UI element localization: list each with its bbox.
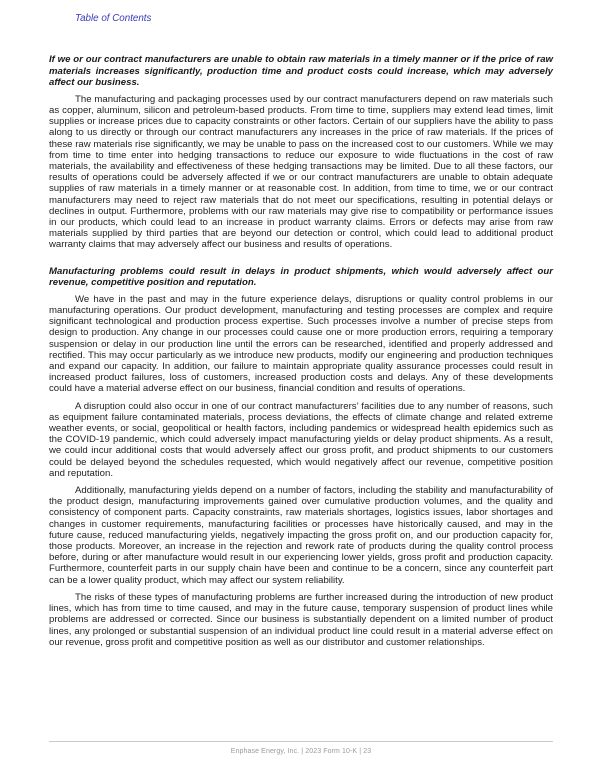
document-page — [49, 0, 553, 648]
paragraph-manufacturing-yields: Additionally, manufacturing yields depend on a number of factors, including the stability and manufacturability of the product design, manufacturing improvements gained over cumulative production volumes, and the quality and consistency of component parts. Capacity constraints, raw materials shortages, logistics issues, labor shortages and changes in customer requirements, manufacturing facilities or processes have historically caused, and may in the future cause, reduced manufacturing yields, negatively impacting the gross profit on, and our production capacity for, those products. Moreover, an increase in the rejection and rework rate of products during the quality control process before, during or after manufacture would result in our experiencing lower yields, gross profit and production capacity. Furthermore, counterfeit parts in our supply chain have been and continue to be a concern, since any counterfeit part can be a lower quality product, which may affect our system reliability. — [49, 485, 553, 586]
paragraph-raw-materials: The manufacturing and packaging processes used by our contract manufacturers depend on raw materials such as copper, aluminum, silicon and petroleum-based products. From time to time, suppliers may extend lead times, limit supplies or increase prices due to capacity constraints or other factors. Certain of our suppliers have the ability to pass along to us directly or through our contract manufacturers any increases in the price of raw materials. If the prices of these raw materials rise significantly, we may be unable to pass on the increased cost to our customers. While we may from time to time enter into hedging transactions to reduce our exposure to wide fluctuations in the cost of raw materials, the availability and effectiveness of these hedging transactions may be limited. Due to all these factors, our results of operations could be adversely affected if we or our contract manufacturers are unable to obtain adequate supplies of raw materials in a timely manner or at reasonable cost. In addition, from time to time, we or our contract manufacturers may need to reject raw materials that do not meet our specifications, resulting in potential delays or declines in output. Furthermore, problems with our raw materials may give rise to compatibility or performance issues in our products, which could lead to an increase in product warranty claims. Errors or defects may arise from raw materials supplied by third parties that are beyond our detection or control, which could lead to additional product warranty claims that may adversely affect our business and results of operations. — [49, 93, 553, 251]
risk-heading-raw-materials: If we or our contract manufacturers are unable to obtain raw materials in a timely manner or if the price of raw materials increases significantly, production time and product costs could increase, which may adversely affect our business. — [49, 54, 553, 89]
footer-text: Enphase Energy, Inc. | 2023 Form 10-K | 23 — [230, 748, 372, 755]
paragraph-manufacturing-delays: We have in the past and may in the future experience delays, disruptions or quality control problems in our manufacturing operations. Our product development, manufacturing and testing processes are complex and require significant technological and production process expertise. Such processes involve a number of precise steps from design to production. Any change in our processes could cause one or more production errors, requiring a temporary suspension or delay in our production line until the errors can be researched, identified and properly addressed and rectified. This may occur particularly as we introduce new products, modify our engineering and production techniques and expand our capacity. In addition, our failure to maintain appropriate quality assurance processes could result in increased product failures, loss of customers, increased production costs and delays. Any of these developments could have a material adverse effect on our business, financial condition and results of operations. — [49, 293, 553, 395]
risk-section-manufacturing-problems — [49, 266, 553, 648]
table-of-contents-link[interactable]: Table of Contents — [75, 13, 152, 24]
paragraph-new-product-lines: The risks of these types of manufacturing problems are further increased during the introduction of new product lines, which has from time to time caused, and may in the future cause, temporary suspension of product lines while problems are addressed or corrected. Since our business is substantially dependent on a limited number of product lines, any prolonged or substantial suspension of an individual product line could result in a material adverse effect on our revenue, gross profit and competitive position as well as our distributor and customer relationships. — [49, 591, 553, 648]
paragraph-facility-disruption: A disruption could also occur in one of our contract manufacturers’ facilities due to any number of reasons, such as equipment failure contaminated materials, process deviations, the effects of climate change and related extreme weather events, or social, geopolitical or health factors, including pandemics or widespread health epidemics such as the COVID-19 pandemic, which could adversely impact manufacturing yields or delay product shipments. As a result, we could incur additional costs that would adversely affect our gross profit, and product shipments to our customers could be delayed beyond the schedules requested, which would negatively affect our revenue, competitive position and reputation. — [49, 400, 553, 479]
risk-section-raw-materials — [49, 54, 553, 251]
page-footer — [49, 741, 553, 755]
risk-heading-manufacturing-problems: Manufacturing problems could result in delays in product shipments, which would adversely affect our revenue, competitive position and reputation. — [49, 265, 553, 289]
